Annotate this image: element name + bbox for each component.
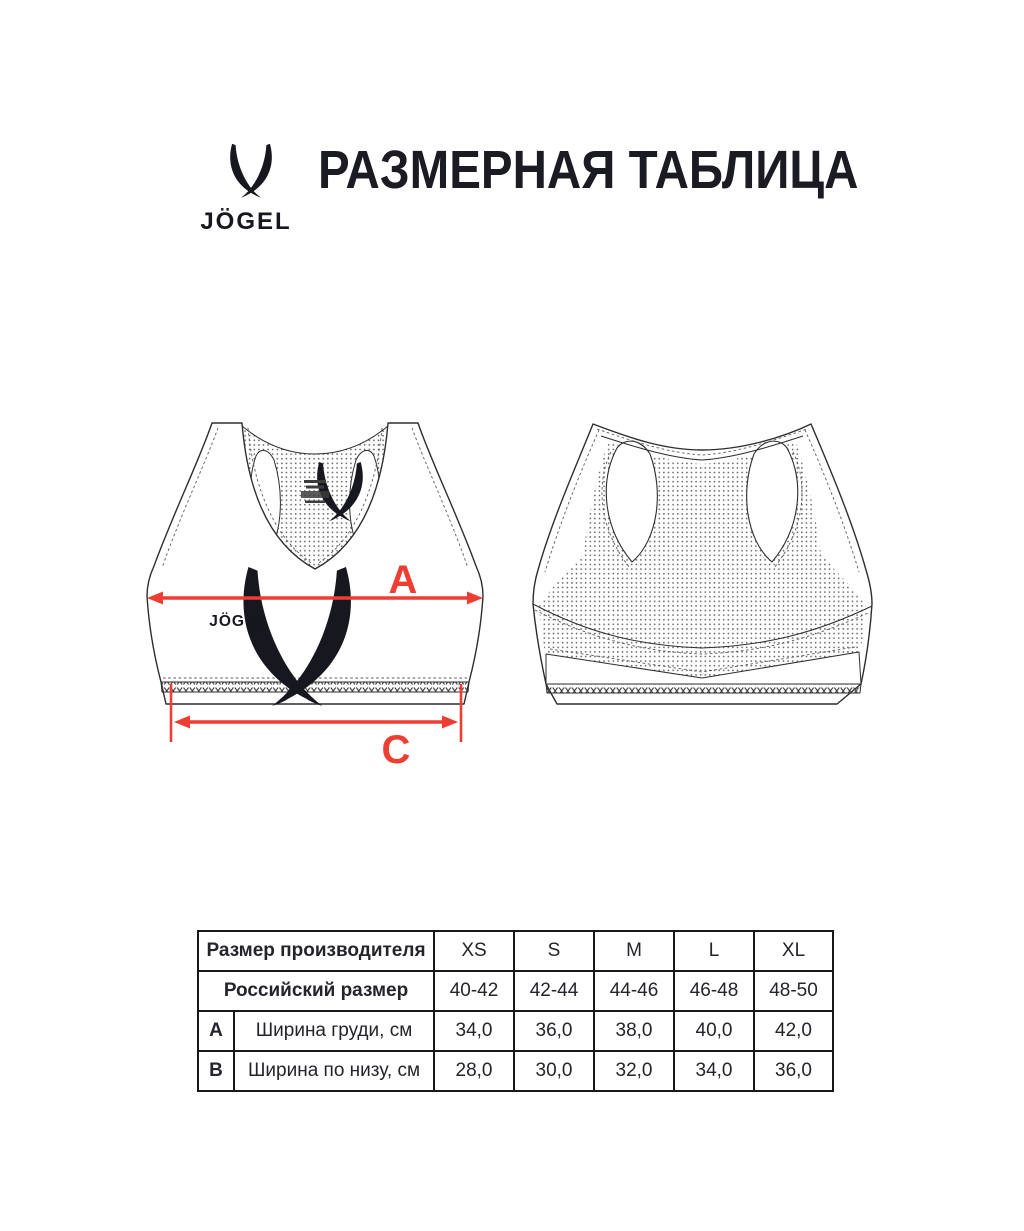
measure-letter-a: A [198, 1011, 234, 1051]
table-row-bottom-width [198, 1051, 833, 1091]
page-title: РАЗМЕРНАЯ ТАБЛИЦА [318, 140, 859, 200]
front-elastic-band [161, 682, 469, 692]
size-col-xs: XS [434, 931, 514, 971]
ru-size-m: 44-46 [594, 971, 674, 1011]
ru-size-xl: 48-50 [754, 971, 833, 1011]
chest-width-label: Ширина груди, см [234, 1011, 434, 1051]
chest-width-s: 36,0 [514, 1011, 594, 1051]
bra-front-view-diagram [138, 416, 514, 768]
table-row-manufacturer-size [198, 931, 833, 971]
bottom-width-m: 32,0 [594, 1051, 674, 1091]
bottom-width-xl: 36,0 [754, 1051, 833, 1091]
size-table [197, 930, 834, 1092]
size-col-xl: XL [754, 931, 833, 971]
bottom-width-label: Ширина по низу, см [234, 1051, 434, 1091]
ru-size-xs: 40-42 [434, 971, 514, 1011]
table-row-chest-width [198, 1011, 833, 1051]
size-col-m: M [594, 931, 674, 971]
measure-letter-b: B [198, 1051, 234, 1091]
chest-width-l: 40,0 [674, 1011, 754, 1051]
ru-size-l: 46-48 [674, 971, 754, 1011]
back-elastic-band [546, 684, 861, 693]
manufacturer-size-label: Размер производителя [198, 931, 434, 971]
chest-width-xl: 42,0 [754, 1011, 833, 1051]
brand-wordmark: JÖGEL [200, 208, 292, 235]
chest-brand-wordmark: JÖGEL [209, 613, 267, 630]
table-row-russian-size [198, 971, 833, 1011]
bottom-width-xs: 28,0 [434, 1051, 514, 1091]
size-col-s: S [514, 931, 594, 971]
ru-size-s: 42-44 [514, 971, 594, 1011]
dimension-label-c: C [381, 728, 411, 768]
bra-back-view-diagram [520, 416, 880, 768]
bottom-width-l: 34,0 [674, 1051, 754, 1091]
size-col-l: L [674, 931, 754, 971]
chest-width-xs: 34,0 [434, 1011, 514, 1051]
brand-logo-mark-icon [223, 137, 279, 205]
dimension-label-a: A [388, 558, 418, 602]
bottom-width-s: 30,0 [514, 1051, 594, 1091]
russian-size-label: Российский размер [198, 971, 434, 1011]
chest-width-m: 38,0 [594, 1011, 674, 1051]
